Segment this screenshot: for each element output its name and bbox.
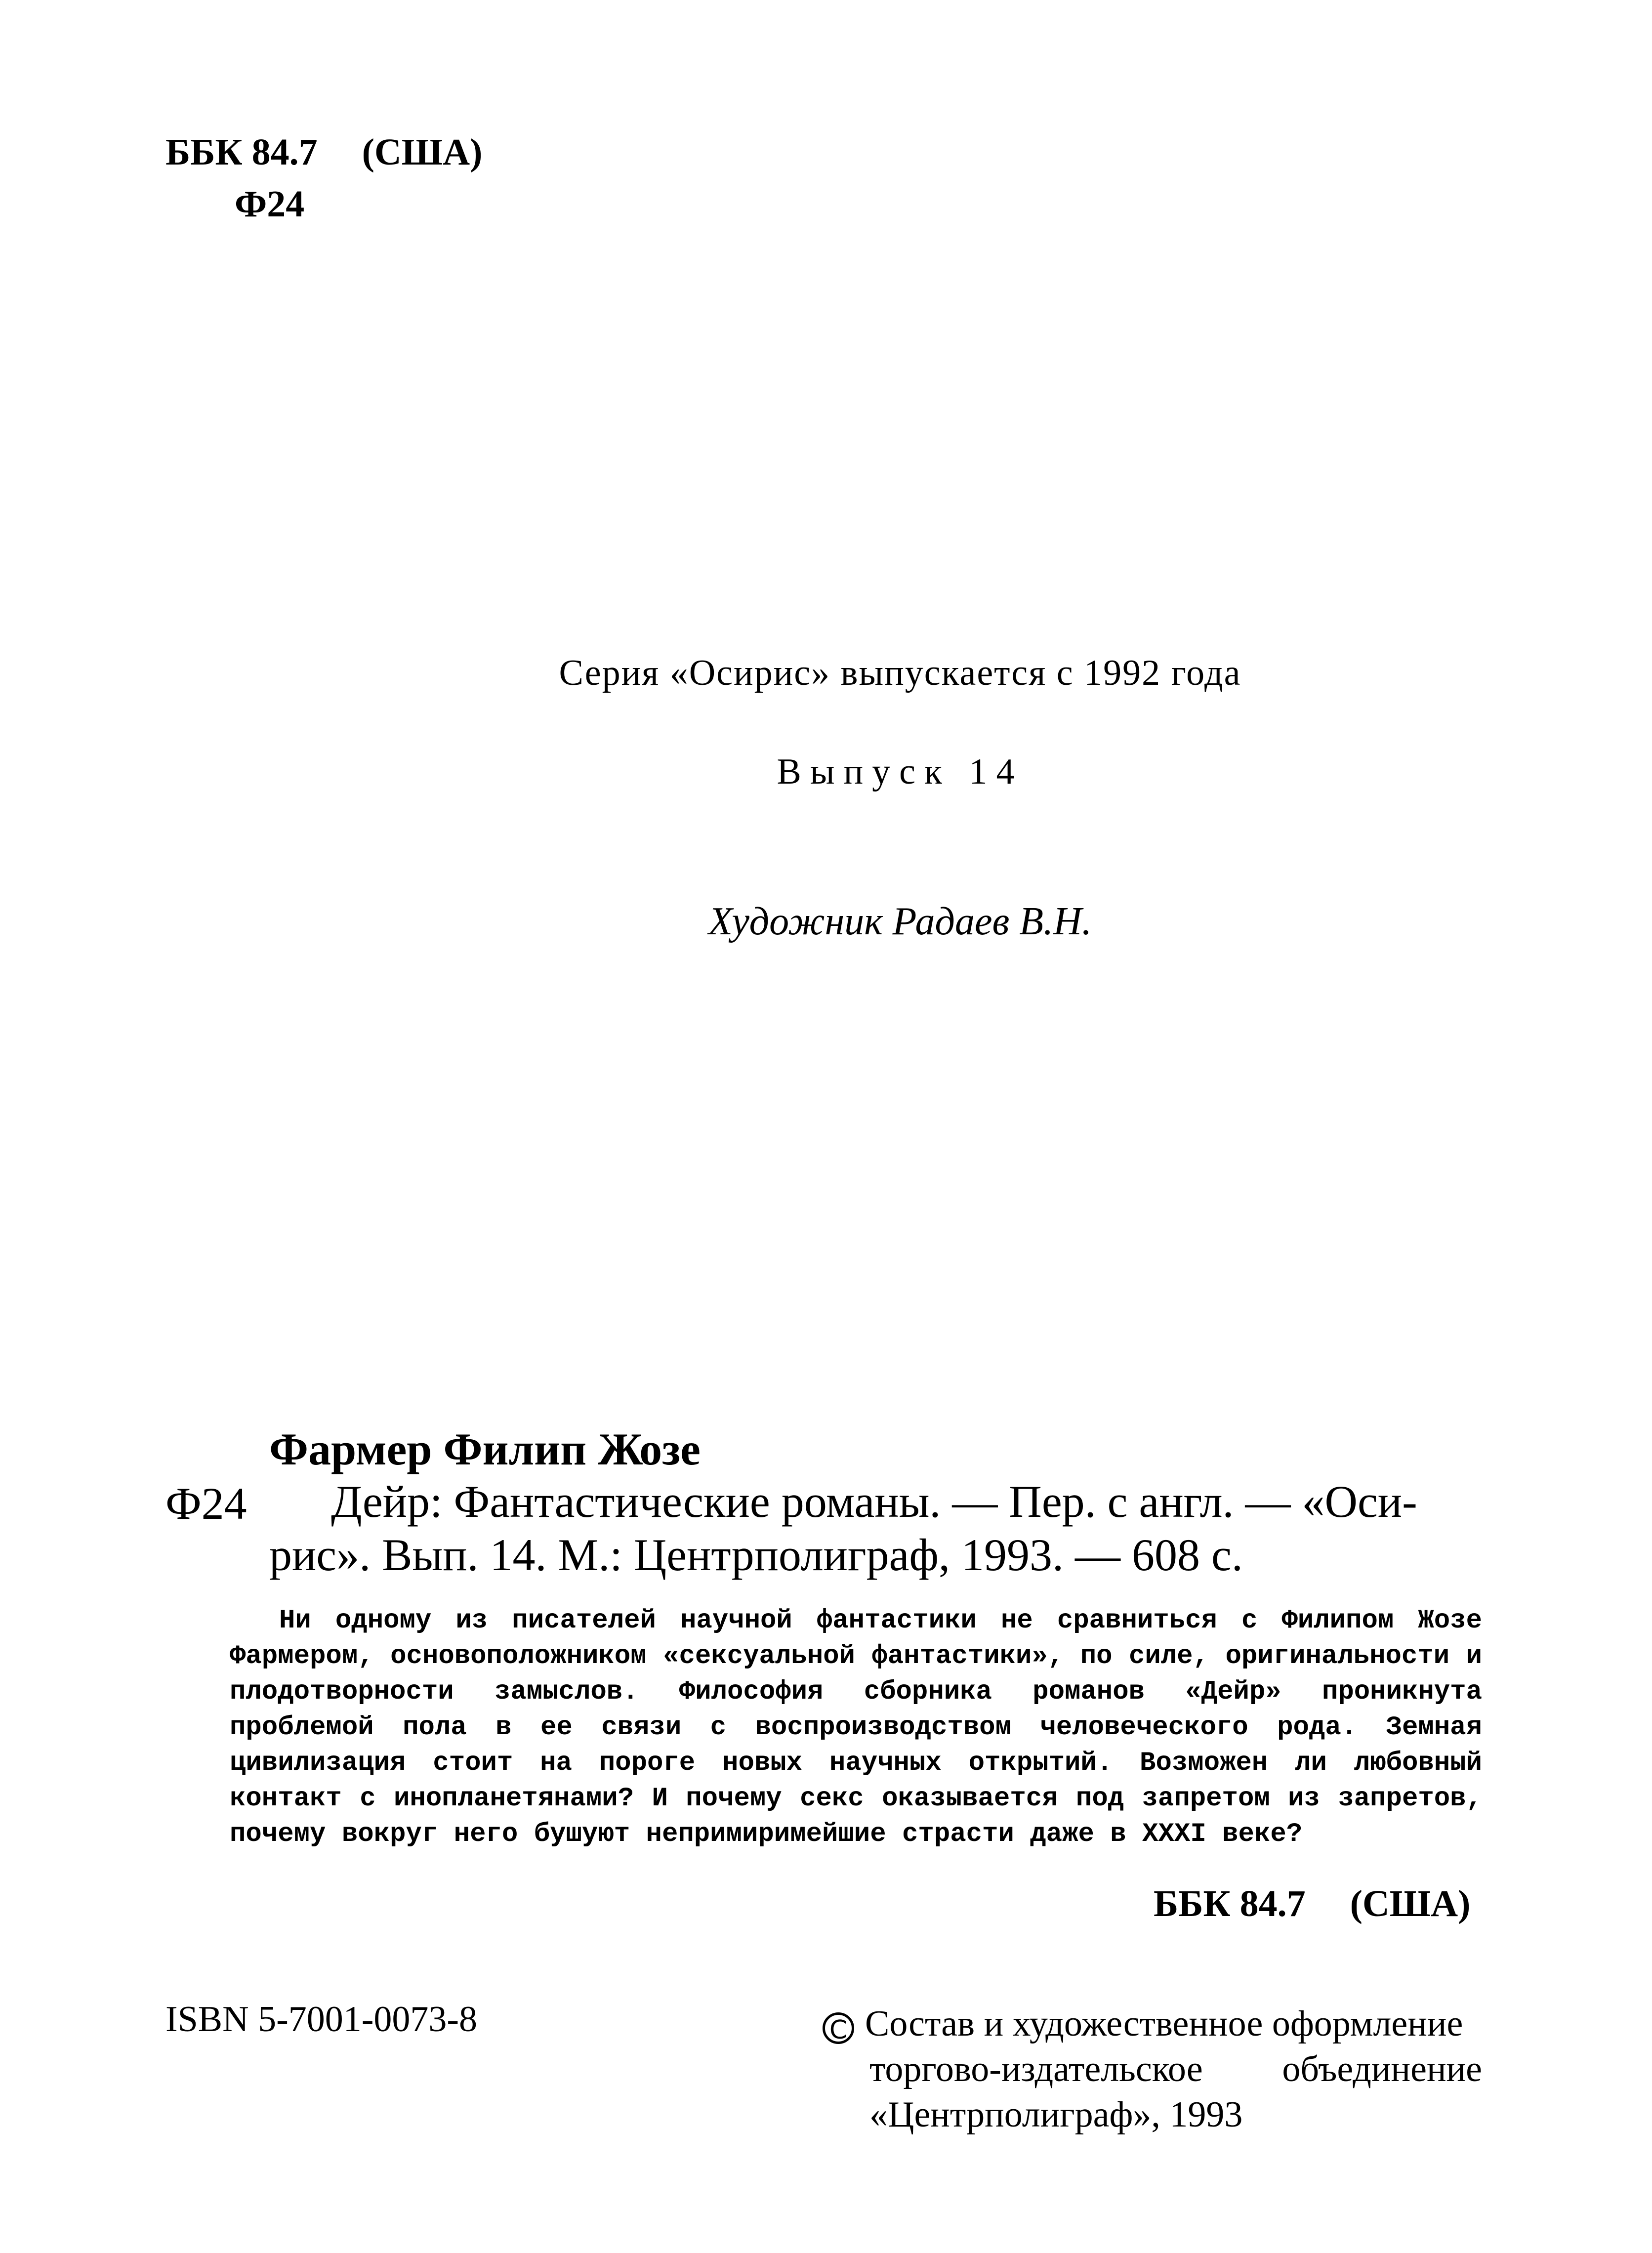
artist-line: Художник Радаев В.Н. — [708, 900, 1092, 943]
bbk-classification-top — [165, 131, 482, 174]
copyright-line-1 — [823, 2001, 1482, 2046]
series-line: Серия «Осирис» выпускается с 1992 года — [559, 653, 1241, 693]
issue-line: Выпуск 14 — [777, 751, 1024, 792]
bbk-code: ББК 84.7 — [1154, 1883, 1306, 1924]
copyright-block — [823, 2001, 1482, 2137]
copyright-text-1: Состав и художественное оформление — [865, 2003, 1463, 2044]
bbk-code: ББК 84.7 — [165, 131, 318, 173]
copyright-line-3: «Центрполиграф», 1993 — [869, 2094, 1243, 2135]
catalog-card-annotation: Ни одному из писателей научной фантастики не сравниться с Филипом Жозе Фармером, основоположником «сексуальной фантастики», по силе, оригинальности и плодотворности замыслов. Философия сборника романов «Дейр» проникнута проблемой пола в ее связи с воспроизводством человеческого рода. Земная цивилизация стоит на пороге новых научных открытий. Возможен ли любовный контакт с инопланетянами? И почему секс оказывается под запретом из запретов, почему вокруг него бушуют непримиримейшие страсти даже в XXXI веке? — [230, 1606, 1482, 1849]
copyright-line-2: торгово-издательское объединение — [869, 2049, 1482, 2089]
catalog-card-title — [269, 1475, 1482, 1582]
catalog-card-author: Фармер Филип Жозе — [269, 1424, 701, 1474]
bbk-country: (США) — [362, 131, 483, 173]
isbn: ISBN 5-7001-0073-8 — [165, 1999, 478, 2040]
copyright-icon: C — [823, 2012, 854, 2044]
catalog-card-sign: Ф24 — [165, 1478, 247, 1529]
bbk-country: (США) — [1350, 1883, 1471, 1924]
author-sign-top: Ф24 — [235, 183, 305, 225]
bbk-classification-bottom — [1154, 1882, 1470, 1925]
catalog-card-title-line2: рис». Вып. 14. М.: Центрполиграф, 1993. — 608 с. — [269, 1530, 1243, 1580]
catalog-card-title-line1: Дейр: Фантастические романы. — Пер. с англ. — «Оси- — [331, 1476, 1417, 1527]
